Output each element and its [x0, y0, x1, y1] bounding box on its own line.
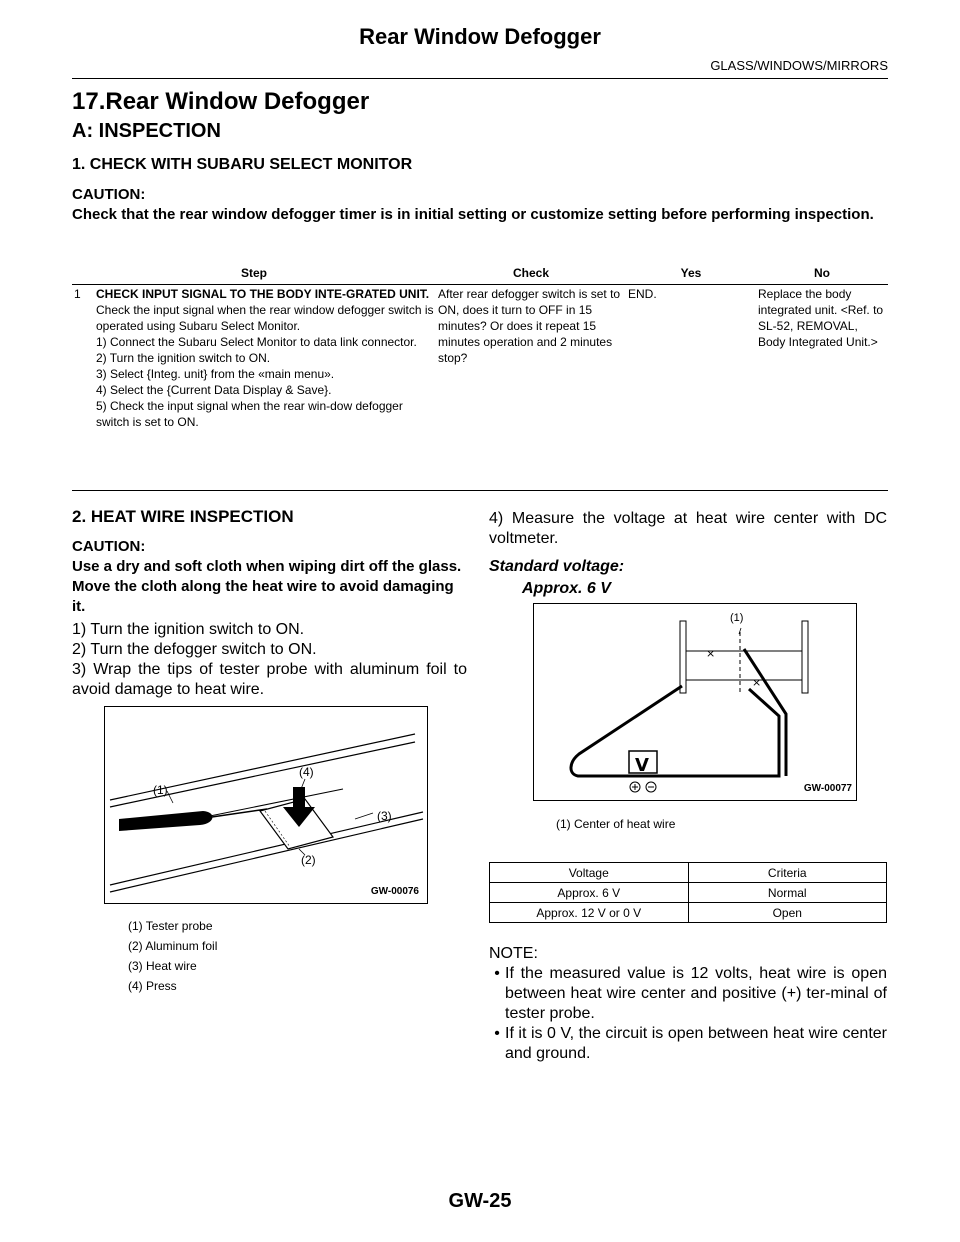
heat-wire-circuit-illustration: [534, 604, 856, 800]
sub-heading-select-monitor: 1. CHECK WITH SUBARU SELECT MONITOR: [72, 156, 413, 173]
figure-code-1: GW-00076: [370, 886, 419, 897]
standard-voltage-label: Standard voltage:: [489, 558, 625, 575]
col-header-step: Step: [72, 262, 436, 285]
figure-code-2: GW-00077: [803, 783, 852, 794]
heat-wire-figure: [533, 603, 857, 801]
svg-text:×: ×: [706, 647, 716, 660]
heat-wire-steps: [72, 620, 467, 700]
sub-heading-heat-wire: 2. HEAT WIRE INSPECTION: [72, 507, 294, 526]
callout-4: (4): [299, 765, 314, 779]
note-item-text: If it is 0 V, the circuit is open between heat wire center and ground.: [505, 1025, 887, 1062]
svg-text:×: ×: [752, 676, 762, 689]
section-name: GLASS/WINDOWS/MIRRORS: [710, 58, 888, 73]
measure-step: 4) Measure the voltage at heat wire center with DC voltmeter.: [489, 510, 887, 547]
voltage-criteria-table: [489, 862, 887, 923]
step-line: 4) Select the {Current Data Display & Save}.: [96, 383, 332, 397]
tester-probe-illustration: [105, 707, 427, 903]
table-bottom-rule: [72, 490, 888, 491]
voltmeter-label: V: [635, 755, 649, 776]
step-number: 1: [74, 287, 81, 301]
figure1-legend: [128, 916, 217, 996]
note-label: NOTE:: [489, 945, 538, 962]
table-header-row: [72, 262, 888, 285]
no-cell: Replace the body integrated unit. <Ref. to SL-52, REMOVAL, Body Integrated Unit.>: [758, 287, 884, 349]
legend-item: (2) Aluminum foil: [128, 939, 218, 953]
header-divider: [72, 78, 888, 79]
caution-label-2: CAUTION:: [72, 538, 146, 555]
table-header-row: [490, 863, 887, 883]
col-header-no: No: [756, 262, 888, 285]
step-line: 2) Turn the ignition switch to ON.: [96, 351, 271, 365]
legend-item: (4) Press: [128, 979, 177, 993]
step-line: 1) Connect the Subaru Select Monitor to data link connector.: [96, 335, 417, 349]
caution-text-2: Use a dry and soft cloth when wiping dirt off the glass. Move the cloth along the heat wire to avoid damaging it.: [72, 558, 462, 615]
page-number: GW-25: [448, 1190, 512, 1212]
callout-3: (3): [377, 809, 392, 823]
note-block: [489, 944, 887, 1064]
check-cell: After rear defogger switch is set to ON, does it turn to OFF in 15 minutes? Or does it repeat 15 minutes operation and 2 minutes stop?: [438, 287, 621, 365]
page-header-title: Rear Window Defogger: [359, 24, 601, 49]
note-item: [489, 964, 887, 1024]
caution-label-1: CAUTION:: [72, 186, 146, 203]
yes-cell: END.: [628, 287, 657, 301]
chapter-heading: 17.Rear Window Defogger: [72, 88, 370, 115]
standard-voltage-value: Approx. 6 V: [522, 580, 611, 597]
step-cell: [94, 285, 436, 432]
callout-1: (1): [153, 783, 168, 797]
step-line: Check the input signal when the rear window defogger switch is operated using Subaru Select Monitor.: [96, 303, 434, 333]
step-item: 3) Wrap the tips of tester probe with aluminum foil to avoid damage to heat wire.: [72, 661, 467, 698]
bullet-icon: •: [494, 965, 500, 982]
voltage-cell: Approx. 6 V: [490, 883, 689, 903]
col-header-voltage: Voltage: [490, 863, 689, 883]
bullet-icon: •: [494, 1025, 500, 1042]
table-row: [490, 903, 887, 923]
col-header-criteria: Criteria: [688, 863, 887, 883]
figure2-legend: (1) Center of heat wire: [556, 817, 676, 831]
legend-item: (3) Heat wire: [128, 959, 197, 973]
step-line: 3) Select {Integ. unit} from the «main menu».: [96, 367, 335, 381]
legend-item: (1) Tester probe: [128, 919, 213, 933]
table-row: [490, 883, 887, 903]
col-header-check: Check: [436, 262, 626, 285]
table-row: [72, 285, 888, 432]
note-item-text: If the measured value is 12 volts, heat wire is open between heat wire center and positive (+) ter-minal of tester probe.: [505, 965, 887, 1022]
step-item: 1) Turn the ignition switch to ON.: [72, 621, 305, 638]
section-heading: A: INSPECTION: [72, 120, 221, 142]
note-item: [489, 1024, 887, 1064]
step-line: 5) Check the input signal when the rear win-dow defogger switch is set to ON.: [96, 399, 403, 429]
callout-2: (2): [301, 853, 316, 867]
tester-probe-figure: [104, 706, 428, 904]
inspection-table: [72, 262, 888, 431]
criteria-cell: Normal: [688, 883, 887, 903]
criteria-cell: Open: [688, 903, 887, 923]
caution-text-1: Check that the rear window defogger timer is in initial setting or customize setting before performing inspection.: [72, 206, 874, 223]
step-item: 2) Turn the defogger switch to ON.: [72, 641, 317, 658]
callout-center: (1): [730, 612, 744, 624]
step-title: CHECK INPUT SIGNAL TO THE BODY INTE-GRATED UNIT.: [96, 287, 430, 301]
col-header-yes: Yes: [626, 262, 756, 285]
voltage-cell: Approx. 12 V or 0 V: [490, 903, 689, 923]
